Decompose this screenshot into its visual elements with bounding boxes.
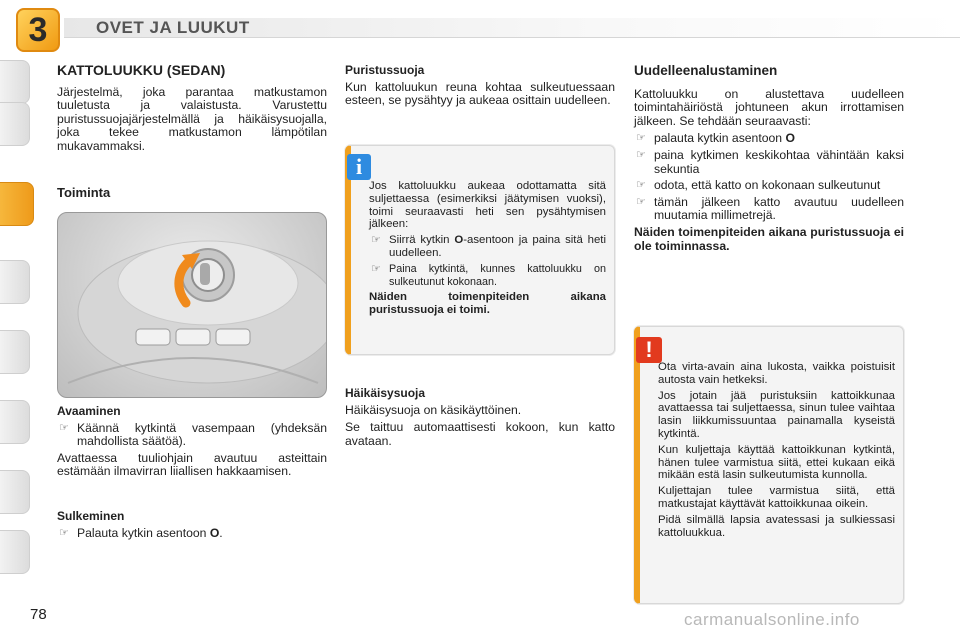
hand-pointer-icon: ☞ bbox=[636, 195, 646, 208]
info-icon: i bbox=[347, 154, 371, 180]
puristussuoja-paragraph: Kun kattoluukun reuna kohtaa sulkeutuessaan esteen, se pysähtyy ja aukeaa osittain uudelleen. bbox=[345, 79, 615, 108]
section-heading: KATTOLUUKKU (SEDAN) bbox=[57, 62, 226, 78]
hand-pointer-icon: ☞ bbox=[636, 179, 646, 192]
warning-paragraph: Pidä silmällä lapsia avatessasi ja sulkiessasi kattoluukkua. bbox=[658, 513, 895, 539]
hand-pointer-icon: ☞ bbox=[371, 234, 381, 247]
list-item: ☞ tämän jälkeen katto avautuu uudelleen muutamia millimetrejä. bbox=[636, 194, 904, 223]
list-item: ☞ palauta kytkin asentoon O bbox=[636, 131, 795, 146]
haikaisysuoja-block bbox=[345, 387, 615, 452]
toiminta-block bbox=[57, 186, 327, 203]
chapter-tab[interactable] bbox=[0, 102, 30, 146]
chapter-tab[interactable] bbox=[0, 60, 30, 104]
chapter-tab-active[interactable] bbox=[0, 182, 34, 226]
column-middle bbox=[345, 64, 615, 112]
list-item: ☞ Palauta kytkin asentoon O. bbox=[59, 525, 223, 540]
warning-paragraph: Ota virta-avain aina lukosta, vaikka poistuisit autosta vain hetkeksi. bbox=[658, 361, 895, 386]
reset-bold-note: Näiden toimenpiteiden aikana puristussuoja ei ole toiminnassa. bbox=[634, 224, 904, 253]
puristussuoja-heading: Puristussuoja bbox=[345, 63, 425, 77]
haikaisysuoja-paragraph: Häikäisysuoja on käsikäyttöinen. bbox=[345, 402, 522, 417]
list-item: ☞ Paina kytkintä, kunnes kattoluukku on sulkeutunut kokonaan. bbox=[371, 262, 606, 288]
info-bold-note: Näiden toimenpiteiden aikana puristussuoja ei toimi. bbox=[369, 291, 606, 317]
chapter-tab[interactable] bbox=[0, 530, 30, 574]
hand-pointer-icon: ☞ bbox=[59, 421, 69, 434]
chapter-tab[interactable] bbox=[0, 470, 30, 514]
hand-pointer-icon: ☞ bbox=[59, 526, 69, 539]
watermark-text: carmanualsonline.info bbox=[684, 610, 860, 629]
hand-pointer-icon: ☞ bbox=[636, 132, 646, 145]
warning-icon: ! bbox=[636, 337, 662, 363]
page-number: 78 bbox=[30, 606, 47, 623]
roof-console-drawing bbox=[58, 213, 327, 398]
chapter-tab[interactable] bbox=[0, 400, 30, 444]
intro-paragraph: Järjestelmä, joka parantaa matkustamon tuuletusta ja valaistusta. Varustettu puristussuojajärjestelmällä ja häikäisysuojalla, joka tekee matkustamon lämpötilan mukavammaksi. bbox=[57, 84, 327, 153]
list-item: ☞ paina kytkimen keskikohtaa vähintään kaksi sekuntia bbox=[636, 147, 904, 176]
avaaminen-block bbox=[57, 405, 327, 483]
column-left bbox=[57, 64, 327, 158]
chapter-tab[interactable] bbox=[0, 260, 30, 304]
warning-paragraph: Kuljettajan tulee varmistua siitä, että matkustajat käyttävät kattoikkunaa oikein. bbox=[658, 485, 895, 510]
chapter-tab-strip bbox=[0, 60, 36, 580]
reset-intro-paragraph: Kattoluukku on alustettava uudelleen toimintahäiriöstä johtuneen akun irrottamisen jälkeen. Se tehdään seuraavasti: bbox=[634, 86, 904, 128]
info-paragraph: Jos kattoluukku aukeaa odottamatta sitä suljettaessa (esimerkiksi jäätymisen vuoksi), toimi seuraavasti heti sen pysähtymisen jälkeen: bbox=[369, 180, 606, 231]
hand-pointer-icon: ☞ bbox=[371, 262, 381, 275]
warning-paragraph: Kun kuljettaja käyttää kattoikkunan kytkintä, hänen tulee varmistua siitä, ettei kukaan eikä mikään estä lasin sulkeutumista kunnolla. bbox=[658, 443, 895, 482]
sulkeminen-block bbox=[57, 510, 327, 543]
list-item: ☞ Siirrä kytkin O-asentoon ja paina sitä heti uudelleen. bbox=[371, 234, 606, 259]
avaaminen-paragraph: Avattaessa tuuliohjain avautuu asteittain estämään ilmavirran liiallisen hakkaamisen. bbox=[57, 450, 327, 479]
hand-pointer-icon: ☞ bbox=[636, 148, 646, 161]
toiminta-heading: Toiminta bbox=[57, 185, 111, 200]
haikaisysuoja-heading: Häikäisysuoja bbox=[345, 386, 426, 400]
warning-note-box bbox=[634, 326, 904, 604]
warning-paragraph: Jos jotain jää puristuksiin kattoikkunaa avattaessa tai suljettaessa, sinun tulee vaihtaa lasin liikkumissuuntaa painamalla kyseistä kytkintä. bbox=[658, 389, 895, 440]
chapter-tab[interactable] bbox=[0, 330, 30, 374]
list-item: ☞ odota, että katto on kokonaan sulkeutunut bbox=[636, 178, 881, 193]
roof-switch-illustration bbox=[57, 212, 327, 398]
haikaisysuoja-paragraph: Se taittuu automaattisesti kokoon, kun katto avataan. bbox=[345, 420, 615, 448]
page-title: OVET JA LUUKUT bbox=[96, 18, 250, 37]
avaaminen-heading: Avaaminen bbox=[57, 404, 121, 418]
info-note-box bbox=[345, 145, 615, 355]
chapter-badge: 3 bbox=[16, 8, 60, 52]
uudelleenalustaminen-heading: Uudelleenalustaminen bbox=[634, 63, 778, 78]
column-right bbox=[634, 64, 904, 257]
list-item: ☞ Käännä kytkintä vasempaan (yhdeksän mahdollista säätöä). bbox=[59, 420, 327, 449]
sulkeminen-heading: Sulkeminen bbox=[57, 509, 125, 523]
